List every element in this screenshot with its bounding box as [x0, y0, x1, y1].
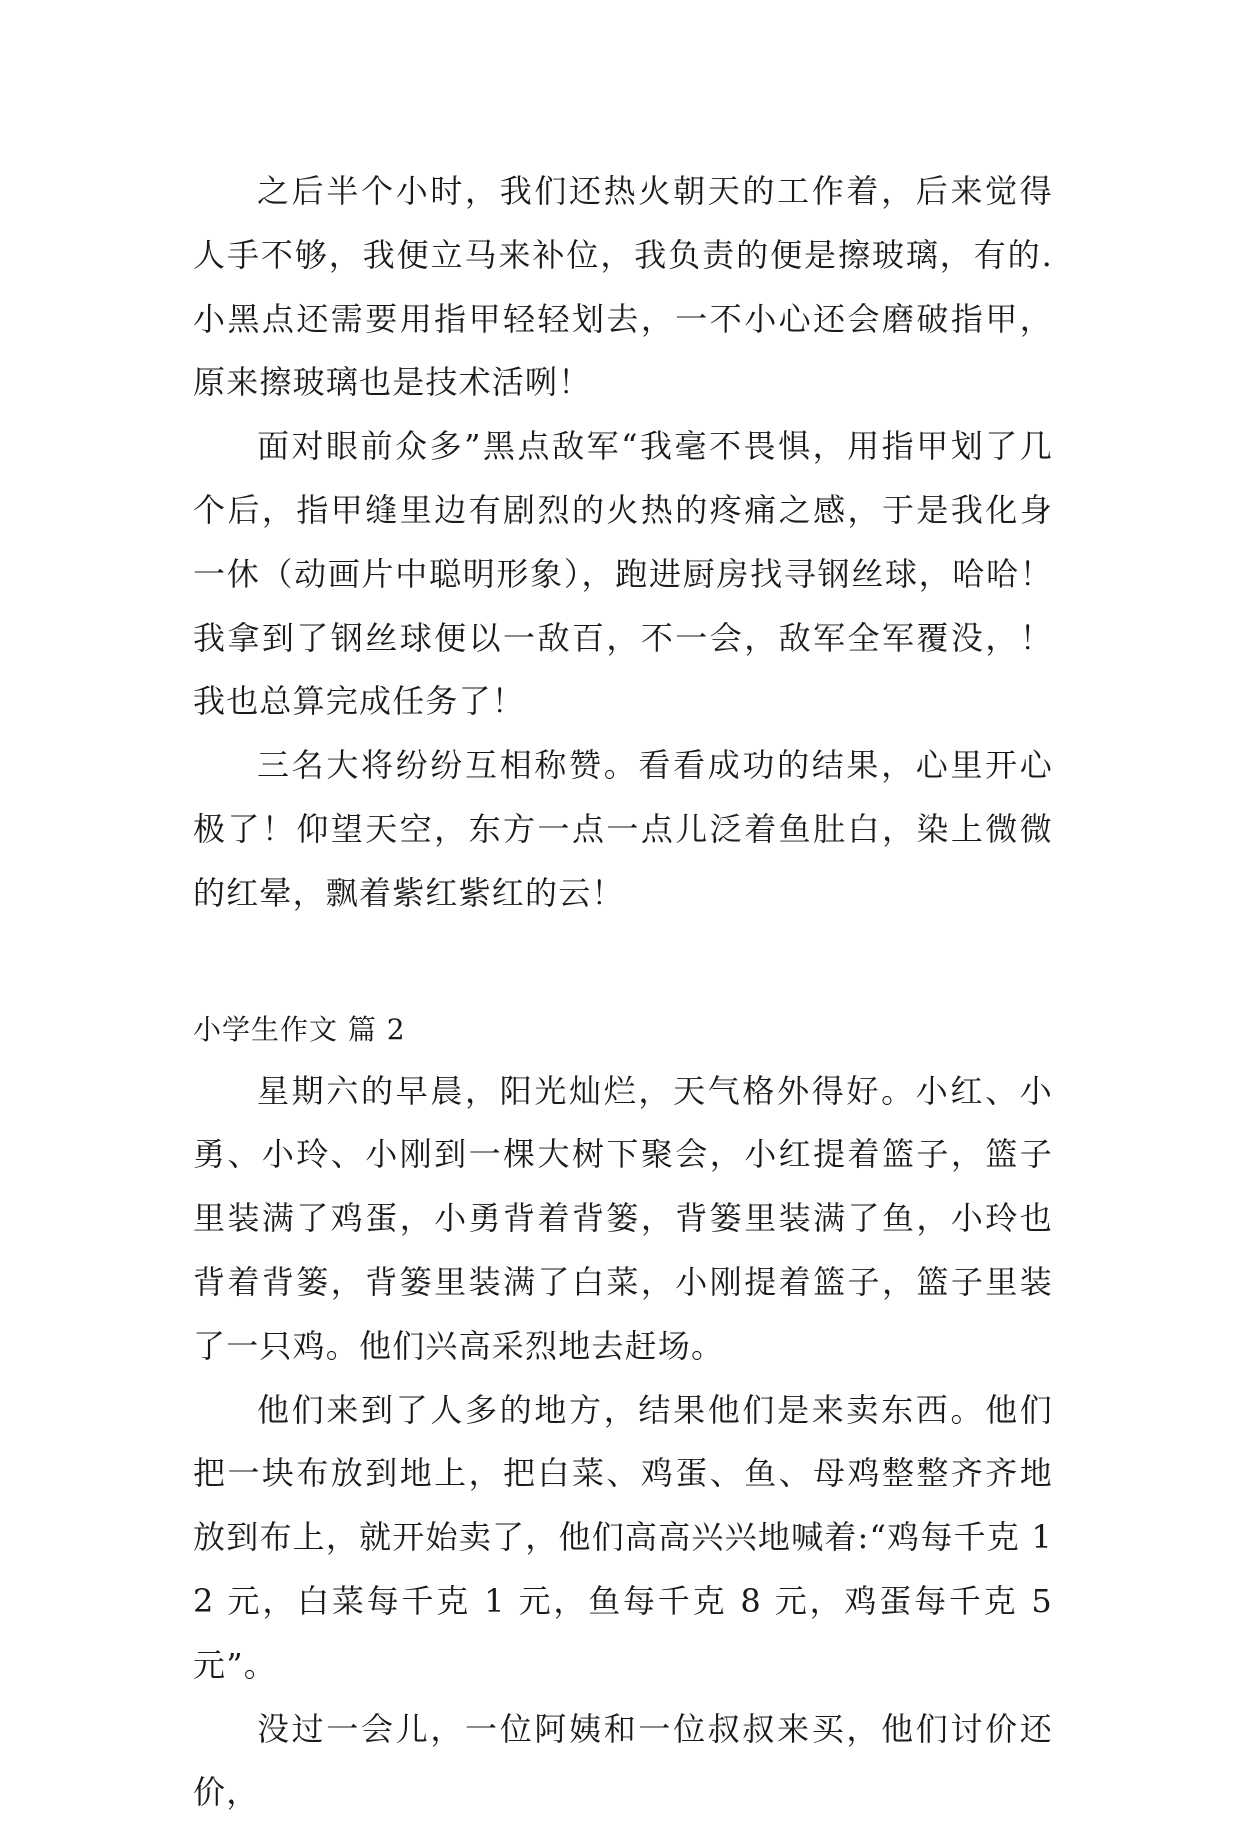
essay2-heading: 小学生作文 篇 2 [193, 1012, 406, 1046]
essay1-paragraph-2: 面对眼前众多”黑点敌军“我毫不畏惧，用指甲划了几个后，指甲缝里边有剧烈的火热的疼痛之感，于是我化身一休（动画片中聪明形象），跑进厨房找寻钢丝球，哈哈！我拿到了钢丝球便以一敌百，不一会，敌军全军覆没，！我也总算完成任务了！ [193, 427, 1053, 721]
essay2-paragraph-2: 他们来到了人多的地方，结果他们是来卖东西。他们把一块布放到地上，把白菜、鸡蛋、鱼、母鸡整整齐齐地放到布上，就开始卖了，他们高高兴兴地喊着:“鸡每千克 12 元，白菜每千克 1 元，鱼每千克 8 元，鸡蛋每千克 5 元”。 [193, 1390, 1053, 1684]
essay1-paragraph-1: 之后半个小时，我们还热火朝天的工作着，后来觉得人手不够，我便立马来补位，我负责的便是擦玻璃，有的.小黑点还需要用指甲轻轻划去，一不小心还会磨破指甲，原来擦玻璃也是技术活咧！ [193, 172, 1053, 402]
document-body [193, 160, 1053, 1825]
essay2-paragraph-3: 没过一会儿，一位阿姨和一位叔叔来买，他们讨价还价， [193, 1709, 1053, 1812]
essay2-paragraph-1: 星期六的早晨，阳光灿烂，天气格外得好。小红、小勇、小玲、小刚到一棵大树下聚会，小红提着篮子，篮子里装满了鸡蛋，小勇背着背篓，背篓里装满了鱼，小玲也背着背篓，背篓里装满了白菜，小刚提着篮子，篮子里装了一只鸡。他们兴高采烈地去赶场。 [193, 1071, 1053, 1365]
essay1-paragraph-3: 三名大将纷纷互相称赞。看看成功的结果，心里开心极了！仰望天空，东方一点一点儿泛着鱼肚白，染上微微的红晕，飘着紫红紫红的云！ [193, 746, 1053, 912]
